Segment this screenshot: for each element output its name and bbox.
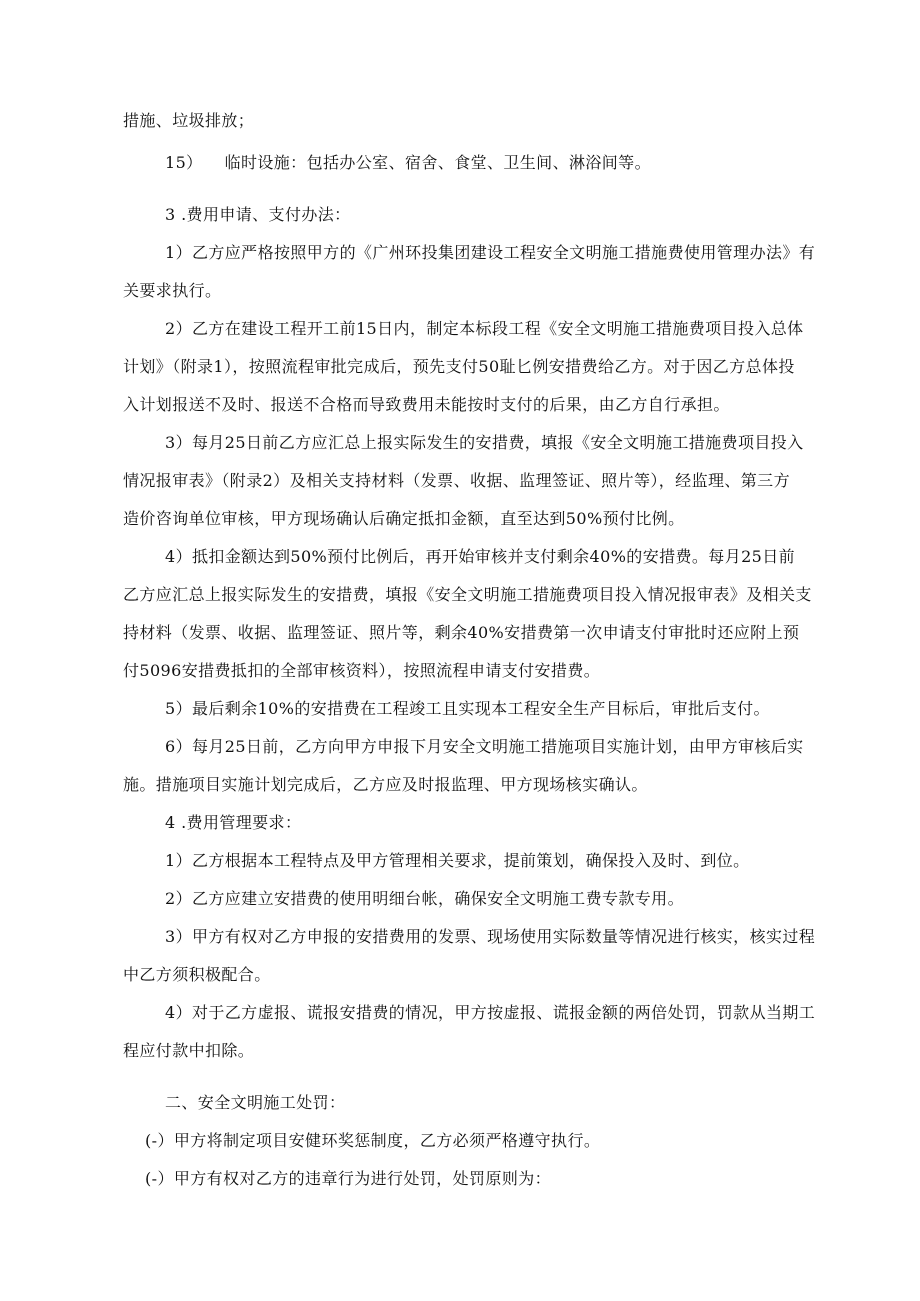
text-line: (-）甲方有权对乙方的违章行为进行处罚，处罚原则为： bbox=[145, 1169, 552, 1188]
text-line: 3）每月25日前乙方应汇总上报实际发生的安措费，填报《安全文明施工措施费项目投入 bbox=[165, 433, 804, 452]
text-line: 3）甲方有权对乙方申报的安措费用的发票、现场使用实际数量等情况进行核实，核实过程 bbox=[165, 927, 816, 946]
section-heading: 4 .费用管理要求： bbox=[165, 813, 302, 832]
text-line: 1）乙方应严格按照甲方的《广州环投集团建设工程安全文明施工措施费使用管理办法》有 bbox=[165, 243, 816, 262]
text-line: 乙方应汇总上报实际发生的安措费，填报《安全文明施工措施费项目投入情况报审表》及相关支 bbox=[123, 585, 812, 604]
text-line: 6）每月25日前，乙方向甲方申报下月安全文明施工措施项目实施计划，由甲方审核后实 bbox=[165, 737, 804, 756]
list-text: 临时设施：包括办公室、宿舍、食堂、卫生间、淋浴间等。 bbox=[224, 153, 651, 172]
text-line: 措施、垃圾排放； bbox=[123, 111, 255, 130]
text-line: 4）抵扣金额达到50%预付比例后，再开始审核并支付剩余40%的安措费。每月25日前 bbox=[165, 547, 796, 566]
text-line: 程应付款中扣除。 bbox=[123, 1041, 255, 1060]
text-line: (-）甲方将制定项目安健环奖惩制度，乙方必须严格遵守执行。 bbox=[145, 1131, 601, 1150]
section-heading: 3 .费用申请、支付办法： bbox=[165, 205, 351, 224]
text-line: 持材料（发票、收据、监理签证、照片等，剩余40%安措费第一次申请支付审批时还应附上预 bbox=[123, 623, 800, 642]
text-line: 施。措施项目实施计划完成后，乙方应及时报监理、甲方现场核实确认。 bbox=[123, 775, 648, 794]
text-line: 2）乙方在建设工程开工前15日内，制定本标段工程《安全文明施工措施费项目投入总体 bbox=[165, 319, 804, 338]
text-line: 造价咨询单位审核，甲方现场确认后确定抵扣金额，直至达到50%预付比例。 bbox=[123, 509, 685, 528]
text-line: 情况报审表》（附录2）及相关支持材料（发票、收据、监理签证、照片等），经监理、第三方 bbox=[123, 471, 790, 490]
text-line: 2）乙方应建立安措费的使用明细台帐，确保安全文明施工费专款专用。 bbox=[165, 889, 684, 908]
text-line: 5）最后剩余10%的安措费在工程竣工且实现本工程安全生产目标后，审批后支付。 bbox=[165, 699, 770, 718]
text-line: 付5096安措费抵扣的全部审核资料），按照流程申请支付安措费。 bbox=[123, 661, 601, 680]
text-line: 关要求执行。 bbox=[123, 281, 222, 300]
text-line: 入计划报送不及时、报送不合格而导致费用未能按时支付的后果，由乙方自行承担。 bbox=[123, 395, 730, 414]
text-line: 4）对于乙方虚报、谎报安措费的情况，甲方按虚报、谎报金额的两倍处罚，罚款从当期工 bbox=[165, 1003, 816, 1022]
list-item-15 bbox=[165, 153, 885, 173]
text-line: 计划》（附录1），按照流程审批完成后，预先支付50耻匕例安措费给乙方。对于因乙方总体投 bbox=[123, 357, 795, 376]
section-heading: 二、安全文明施工处罚： bbox=[165, 1093, 346, 1112]
list-number: 15） bbox=[165, 153, 203, 172]
text-line: 1）乙方根据本工程特点及甲方管理相关要求，提前策划，确保投入及时、到位。 bbox=[165, 851, 750, 870]
text-line: 中乙方须积极配合。 bbox=[123, 965, 271, 984]
